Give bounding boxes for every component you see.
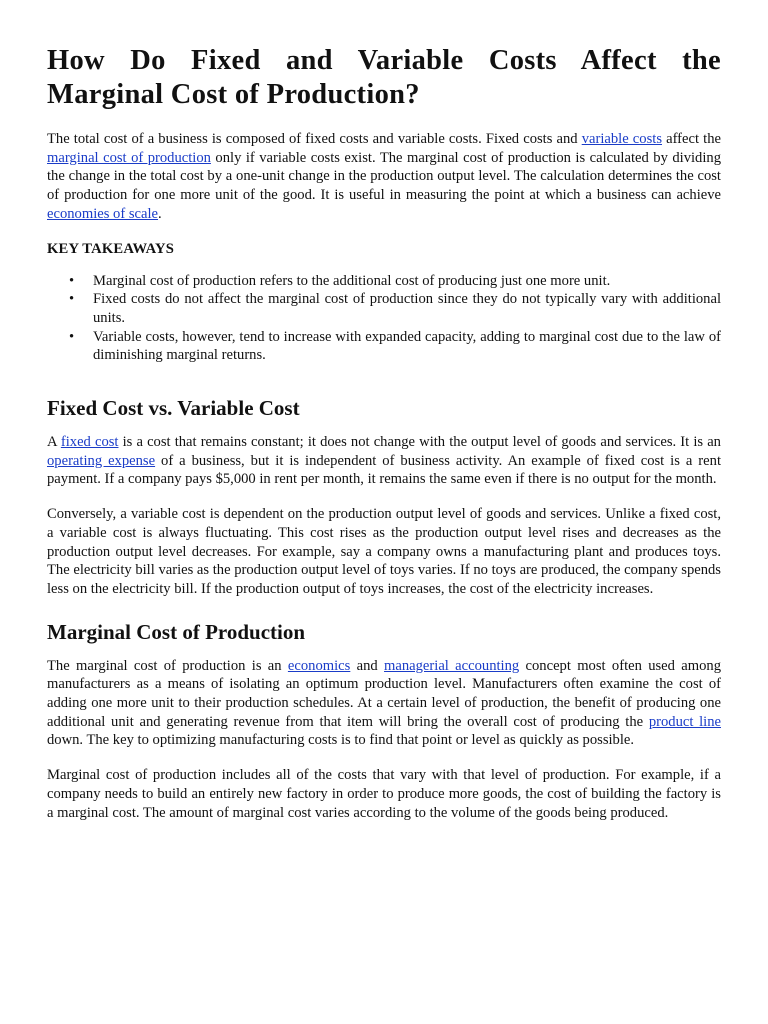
page-title-line-1: How Do Fixed and Variable Costs Affect the bbox=[47, 45, 721, 76]
takeaway-text: Marginal cost of production refers to the additional cost of producing just one more unit. bbox=[93, 272, 611, 289]
product-line-link[interactable]: product line bbox=[648, 713, 721, 730]
bullet-icon: • bbox=[69, 328, 75, 345]
fixed-cost-text-3: of a business, but it is independent of business activity. An example of fixed cost is a rent payment. If a company pays $5,000 in rent per month, it remains the same even if there is no output for the month. bbox=[47, 452, 722, 488]
fixed-cost-text-1: A bbox=[47, 434, 61, 451]
marginal-cost-of-production-link[interactable]: marginal cost of production bbox=[47, 149, 211, 166]
page-title-line-2: Marginal Cost of Production? bbox=[47, 79, 420, 110]
marginal-text-3: concept most often used among manufacturers as a means of isolating an optimum production level. Manufacturers often examine the cost of adding one more unit to their production schedules. At a certain level of production, the benefit of producing one additional unit and generating revenue from that item will bring the overall cost of producing the bbox=[47, 657, 721, 730]
fixed-vs-variable-heading: Fixed Cost vs. Variable Cost bbox=[47, 396, 300, 421]
economies-of-scale-link[interactable]: economies of scale bbox=[47, 205, 159, 222]
list-item bbox=[69, 272, 721, 291]
intro-text-2: affect the bbox=[662, 131, 721, 147]
marginal-cost-heading: Marginal Cost of Production bbox=[47, 619, 306, 644]
marginal-cost-paragraph-1 bbox=[47, 657, 721, 751]
fixed-cost-text-2: is a cost that remains constant; it does not change with the output level of goods and services. It is an bbox=[118, 434, 721, 451]
intro-text-4: . bbox=[158, 205, 162, 222]
list-item bbox=[69, 290, 721, 327]
takeaway-text: Fixed costs do not affect the marginal cost of production since they do not typically vary with additional units. bbox=[93, 291, 721, 326]
variable-cost-paragraph: Conversely, a variable cost is dependent on the production output level of goods and services. Unlike a fixed cost, a variable cost is always fluctuating. This cost rises as the production output level rises and decreases as the production output level decreases. For example, say a company owns a manufacturing plant and produces toys. The electricity bill varies as the production output level of toys varies. If no toys are produced, the company spends less on the electricity bill. If the production output of toys increases, the cost of the electricity increases. bbox=[47, 506, 721, 597]
marginal-cost-paragraph-2: Marginal cost of production includes all of the costs that vary with that level of production. For example, if a company needs to build an entirely new factory in order to produce more goods, the cost of building the factory is a marginal cost. The amount of marginal cost varies according to the volume of the goods being produced. bbox=[47, 767, 721, 821]
operating-expense-link[interactable]: operating expense bbox=[47, 452, 156, 469]
bullet-icon: • bbox=[69, 272, 75, 289]
marginal-text-2: and bbox=[350, 657, 385, 674]
intro-paragraph bbox=[47, 130, 721, 224]
variable-costs-link[interactable]: variable costs bbox=[581, 131, 662, 147]
key-takeaways-heading: KEY TAKEAWAYS bbox=[47, 240, 175, 257]
takeaway-text: Variable costs, however, tend to increase with expanded capacity, adding to marginal cost due to the law of diminishing marginal returns. bbox=[93, 328, 721, 364]
marginal-text-4: down. The key to optimizing manufacturing costs is to find that point or level as quickly as possible. bbox=[47, 732, 635, 749]
intro-text-1: The total cost of a business is composed of fixed costs and variable costs. Fixed costs and bbox=[47, 131, 582, 147]
fixed-cost-link[interactable]: fixed cost bbox=[60, 434, 119, 451]
economics-link[interactable]: economics bbox=[287, 657, 351, 674]
managerial-accounting-link[interactable]: managerial accounting bbox=[384, 657, 520, 674]
fixed-cost-paragraph bbox=[47, 433, 721, 489]
list-item bbox=[69, 328, 721, 365]
key-takeaways-list bbox=[47, 272, 721, 366]
marginal-text-1: The marginal cost of production is an bbox=[47, 657, 288, 674]
bullet-icon: • bbox=[69, 291, 75, 308]
intro-text-3: only if variable costs exist. The marginal cost of production is calculated by dividing the change in the total cost by a one-unit change in the production output level. The calculation determines the cost of production for one more unit of the good. It is useful in measuring the point at which a business can achieve bbox=[47, 149, 721, 204]
page-title bbox=[47, 44, 721, 112]
